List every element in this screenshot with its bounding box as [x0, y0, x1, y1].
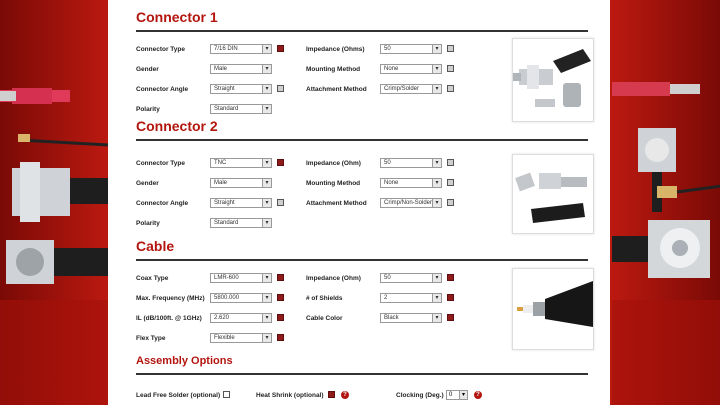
- connector2-right-label: Mounting Method: [306, 180, 361, 187]
- connector2-right-select[interactable]: [380, 158, 442, 168]
- connector2-right-select[interactable]: [380, 178, 442, 188]
- cable-right-select[interactable]: [380, 293, 442, 303]
- connector2-right-label: Attachment Method: [306, 200, 367, 207]
- connector2-left-label: Polarity: [136, 220, 160, 227]
- chevron-down-icon: ▾: [432, 85, 441, 93]
- chevron-down-icon: ▾: [432, 65, 441, 73]
- cable-left-select[interactable]: [210, 293, 272, 303]
- select-value: Black: [384, 315, 399, 321]
- red-marker-icon[interactable]: [277, 274, 284, 281]
- chevron-down-icon: ▾: [459, 391, 467, 399]
- grey-marker-icon[interactable]: [447, 65, 454, 72]
- chevron-down-icon: ▾: [432, 45, 441, 53]
- connector1-image: [512, 38, 594, 122]
- connector1-right-label: Mounting Method: [306, 66, 361, 73]
- connector2-title: Connector 2: [136, 118, 218, 134]
- connector2-right-select[interactable]: [380, 198, 442, 208]
- grey-marker-icon[interactable]: [447, 179, 454, 186]
- cable-right-label: # of Shields: [306, 295, 343, 302]
- right-connectors-image: [612, 0, 720, 405]
- clocking-select[interactable]: [446, 390, 468, 400]
- grey-marker-icon[interactable]: [277, 199, 284, 206]
- connector1-left-select[interactable]: [210, 44, 272, 54]
- red-marker-icon[interactable]: [277, 314, 284, 321]
- cable-rule: [136, 259, 588, 261]
- chevron-down-icon: ▾: [432, 199, 441, 207]
- select-value: Straight: [214, 200, 235, 206]
- connector2-left-label: Gender: [136, 180, 159, 187]
- select-value: Crimp/Non-Solder: [384, 200, 433, 206]
- connector1-left-label: Connector Type: [136, 46, 185, 53]
- select-value: TNC: [214, 160, 227, 166]
- grey-marker-icon[interactable]: [447, 159, 454, 166]
- chevron-down-icon: ▾: [432, 179, 441, 187]
- chevron-down-icon: ▾: [262, 179, 271, 187]
- cable-left-label: IL (dB/100ft. @ 1GHz): [136, 315, 202, 322]
- select-value: LMR-600: [214, 275, 239, 281]
- grey-marker-icon[interactable]: [447, 45, 454, 52]
- connector2-rule: [136, 139, 588, 141]
- select-value: Male: [214, 66, 228, 72]
- cable-left-label: Flex Type: [136, 335, 166, 342]
- heat-shrink-help-icon[interactable]: ?: [341, 391, 349, 399]
- chevron-down-icon: ▾: [262, 105, 271, 113]
- select-value: 2: [384, 295, 388, 301]
- heat-shrink-marker[interactable]: [328, 391, 335, 398]
- chevron-down-icon: ▾: [432, 274, 441, 282]
- select-value: None: [384, 180, 399, 186]
- clocking-value: 0: [449, 392, 453, 398]
- connector1-right-select[interactable]: [380, 84, 442, 94]
- red-marker-icon[interactable]: [277, 159, 284, 166]
- red-marker-icon[interactable]: [277, 294, 284, 301]
- chevron-down-icon: ▾: [262, 85, 271, 93]
- connector2-image: [512, 154, 594, 234]
- select-value: 5800.000: [214, 295, 240, 301]
- cable-left-select[interactable]: [210, 273, 272, 283]
- chevron-down-icon: ▾: [432, 159, 441, 167]
- red-marker-icon[interactable]: [447, 274, 454, 281]
- cable-right-label: Impedance (Ohm): [306, 275, 361, 282]
- connector1-left-select[interactable]: [210, 104, 272, 114]
- select-value: Flexible: [214, 335, 235, 341]
- connector1-left-select[interactable]: [210, 64, 272, 74]
- select-value: Straight: [214, 86, 235, 92]
- grey-marker-icon[interactable]: [277, 85, 284, 92]
- grey-marker-icon[interactable]: [447, 85, 454, 92]
- select-value: Standard: [214, 106, 239, 112]
- chevron-down-icon: ▾: [262, 334, 271, 342]
- cable-title: Cable: [136, 238, 175, 254]
- chevron-down-icon: ▾: [262, 314, 271, 322]
- connector2-left-select[interactable]: [210, 218, 272, 228]
- lead-free-label: Lead Free Solder (optional): [136, 392, 221, 399]
- red-marker-icon[interactable]: [277, 45, 284, 52]
- select-value: Crimp/Solder: [384, 86, 420, 92]
- chevron-down-icon: ▾: [262, 159, 271, 167]
- connector1-left-label: Gender: [136, 66, 159, 73]
- right-decor: [612, 0, 720, 405]
- assembly-rule: [136, 373, 588, 375]
- chevron-down-icon: ▾: [432, 294, 441, 302]
- connector2-left-select[interactable]: [210, 178, 272, 188]
- select-value: 50: [384, 160, 391, 166]
- connector2-left-label: Connector Type: [136, 160, 185, 167]
- grey-marker-icon[interactable]: [447, 199, 454, 206]
- chevron-down-icon: ▾: [262, 199, 271, 207]
- cable-right-select[interactable]: [380, 313, 442, 323]
- assembly-title: Assembly Options: [136, 355, 233, 367]
- chevron-down-icon: ▾: [262, 274, 271, 282]
- chevron-down-icon: ▾: [262, 65, 271, 73]
- connector1-right-label: Attachment Method: [306, 86, 367, 93]
- connector1-right-select[interactable]: [380, 64, 442, 74]
- chevron-down-icon: ▾: [262, 294, 271, 302]
- connector2-left-select[interactable]: [210, 198, 272, 208]
- cable-left-select[interactable]: [210, 313, 272, 323]
- red-marker-icon[interactable]: [447, 314, 454, 321]
- chevron-down-icon: ▾: [262, 45, 271, 53]
- red-marker-icon[interactable]: [277, 334, 284, 341]
- configurator-panel: [108, 0, 610, 405]
- select-value: Male: [214, 180, 228, 186]
- chevron-down-icon: ▾: [432, 314, 441, 322]
- select-value: 50: [384, 275, 391, 281]
- connector2-right-label: Impedance (Ohm): [306, 160, 361, 167]
- clocking-help-icon[interactable]: ?: [474, 391, 482, 399]
- red-marker-icon[interactable]: [447, 294, 454, 301]
- connector2-left-label: Connector Angle: [136, 200, 189, 207]
- lead-free-checkbox[interactable]: [223, 391, 230, 398]
- cable-image: [512, 268, 594, 350]
- select-value: 7/16 DIN: [214, 46, 238, 52]
- connector1-title: Connector 1: [136, 9, 218, 25]
- left-connectors-image: [0, 0, 108, 405]
- select-value: None: [384, 66, 399, 72]
- connector1-left-label: Polarity: [136, 106, 160, 113]
- chevron-down-icon: ▾: [262, 219, 271, 227]
- cable-right-label: Cable Color: [306, 315, 343, 322]
- heat-shrink-label: Heat Shrink (optional): [256, 392, 324, 399]
- select-value: 50: [384, 46, 391, 52]
- cable-left-label: Max. Frequency (MHz): [136, 295, 205, 302]
- select-value: Standard: [214, 220, 239, 226]
- connector1-left-label: Connector Angle: [136, 86, 189, 93]
- select-value: 2.620: [214, 315, 230, 321]
- cable-left-label: Coax Type: [136, 275, 169, 282]
- connector1-rule: [136, 30, 588, 32]
- left-decor: [0, 0, 108, 405]
- clocking-label: Clocking (Deg.): [396, 392, 444, 399]
- connector2-left-select[interactable]: [210, 158, 272, 168]
- connector1-right-label: Impedance (Ohms): [306, 46, 365, 53]
- connector1-left-select[interactable]: [210, 84, 272, 94]
- connector1-right-select[interactable]: [380, 44, 442, 54]
- cable-right-select[interactable]: [380, 273, 442, 283]
- cable-left-select[interactable]: [210, 333, 272, 343]
